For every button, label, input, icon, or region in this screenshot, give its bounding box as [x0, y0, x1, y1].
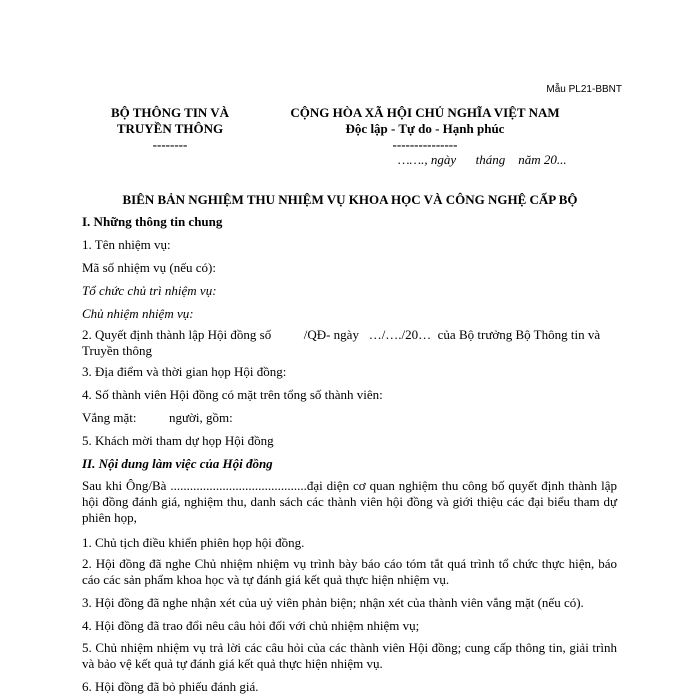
ministry-header: [90, 105, 250, 153]
agenda-item-2: 2. Hội đồng đã nghe Chủ nhiệm nhiệm vụ trình bày báo cáo tóm tắt quá trình tổ chức thực hiện, báo cáo các sản phẩm khoa học và tự đánh giá kết quả thực hiện nhiệm vụ.: [82, 556, 617, 587]
host-organization-field: Tổ chức chủ trì nhiệm vụ:: [82, 283, 217, 298]
date-line: ……., ngày tháng năm 20...: [398, 152, 567, 167]
meeting-location-field: 3. Địa điểm và thời gian họp Hội đồng:: [82, 364, 287, 379]
members-present-field: 4. Số thành viên Hội đồng có mặt trên tổng số thành viên:: [82, 387, 383, 402]
republic-divider: ---------------: [392, 137, 458, 152]
task-leader-field: Chủ nhiệm nhiệm vụ:: [82, 306, 194, 321]
form-code: Mẫu PL21-BBNT: [546, 84, 622, 95]
task-code-field: Mã số nhiệm vụ (nếu có):: [82, 260, 216, 275]
section2-heading: II. Nội dung làm việc của Hội đồng: [82, 456, 273, 471]
council-decision-field: 2. Quyết định thành lập Hội đồng số /QĐ- ngày …/…./20… của Bộ trưởng Bộ Thông tin và Truyền thông: [82, 327, 604, 358]
agenda-item-4: 4. Hội đồng đã trao đổi nêu câu hỏi đối với chủ nhiệm nhiệm vụ;: [82, 618, 420, 633]
agenda-item-5: 5. Chủ nhiệm nhiệm vụ trả lời các câu hỏi của các thành viên Hội đồng; cung cấp thông tin, giải trình và bảo vệ kết quả tự đánh giá kết quả thực hiện nhiệm vụ.: [82, 640, 617, 671]
republic-motto: Độc lập - Tự do - Hạnh phúc: [345, 121, 505, 136]
agenda-item-3: 3. Hội đồng đã nghe nhận xét của uỷ viên phản biện; nhận xét của thành viên vắng mặt (nếu có).: [82, 595, 584, 610]
republic-header: [275, 105, 575, 153]
agenda-item-6: 6. Hội đồng đã bỏ phiếu đánh giá.: [82, 679, 259, 694]
guests-field: 5. Khách mời tham dự họp Hội đồng: [82, 433, 274, 448]
republic-line1: CỘNG HÒA XÃ HỘI CHỦ NGHĨA VIỆT NAM: [290, 105, 560, 120]
task-name-field: 1. Tên nhiệm vụ:: [82, 237, 171, 252]
absent-members-field: Vắng mặt: người, gồm:: [82, 410, 233, 425]
agenda-item-1: 1. Chủ tịch điều khiển phiên họp hội đồng.: [82, 535, 305, 550]
section1-heading: I. Những thông tin chung: [82, 214, 223, 229]
document-title: BIÊN BẢN NGHIỆM THU NHIỆM VỤ KHOA HỌC VÀ CÔNG NGHỆ CẤP BỘ: [122, 192, 578, 207]
ministry-line2: TRUYỀN THÔNG: [116, 121, 224, 136]
ministry-divider: --------: [152, 137, 188, 152]
ministry-line1: BỘ THÔNG TIN VÀ: [110, 105, 230, 120]
section2-intro: Sau khi Ông/Bà ..........................................đại diện cơ quan nghiệm thu công bố quyết định thành lập hội đồng đánh giá, nghiệm thu, danh sách các thành viên hội đồng và giới thiệu các đại biểu tham dự phiên họp,: [82, 478, 617, 525]
